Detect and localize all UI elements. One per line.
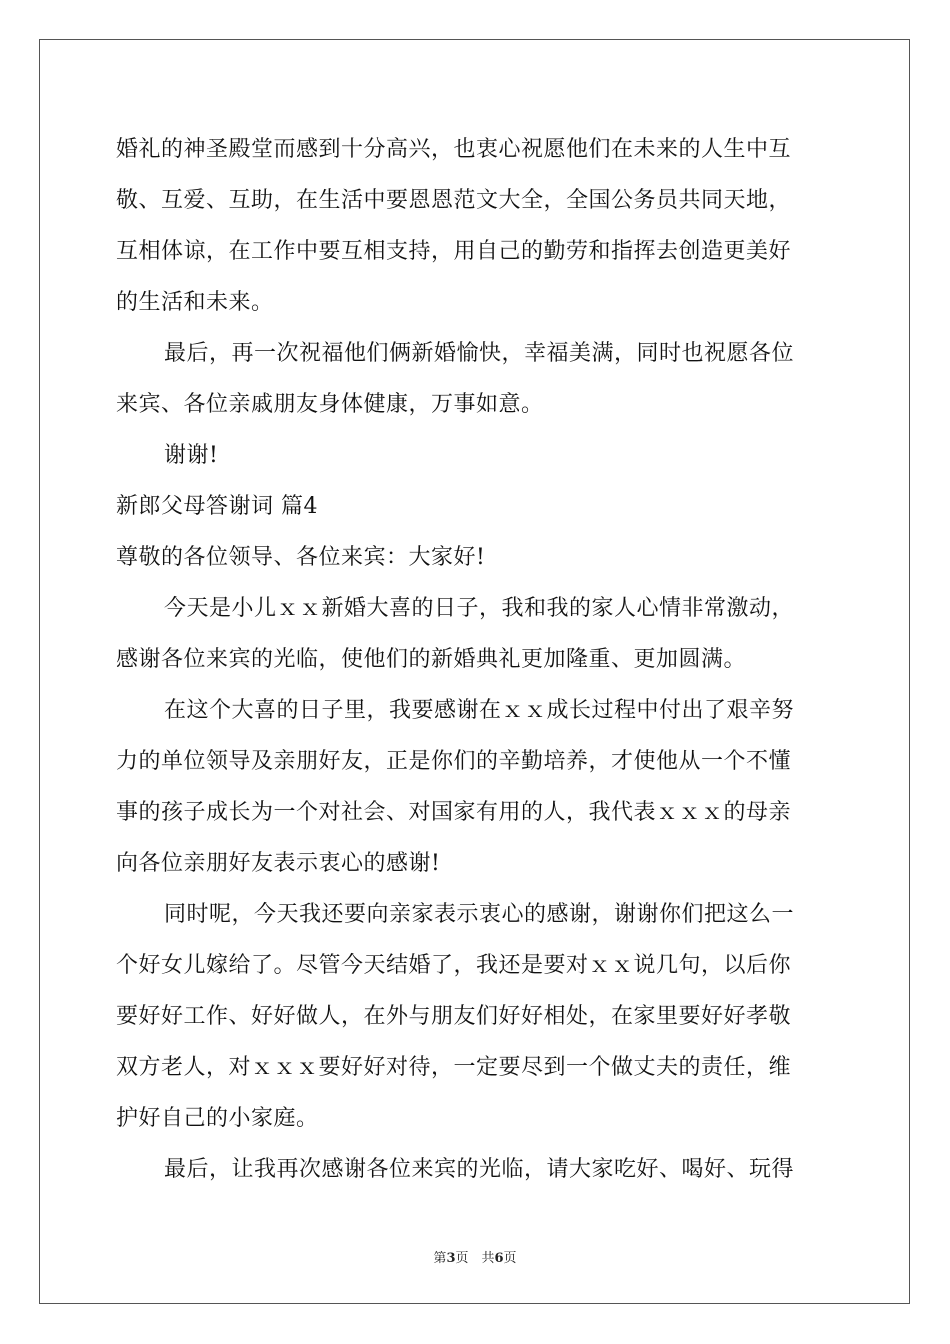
text-line: 最后，让我再次感谢各位来宾的光临，请大家吃好、喝好、玩得	[164, 1157, 795, 1182]
text-line: 尊敬的各位领导、各位来宾：大家好!	[116, 545, 486, 570]
text-line: 护好自己的小家庭。	[116, 1106, 319, 1131]
text-line: 来宾、各位亲戚朋友身体健康，万事如意。	[116, 392, 544, 417]
text-line: 在这个大喜的日子里，我要感谢在ｘｘ成长过程中付出了艰辛努	[164, 698, 795, 723]
text-line: 同时呢，今天我还要向亲家表示衷心的感谢，谢谢你们把这么一	[164, 902, 795, 927]
text-line: 新郎父母答谢词 篇4	[116, 494, 318, 519]
text-line: 个好女儿嫁给了。尽管今天结婚了，我还是要对ｘｘ说几句，以后你	[116, 953, 792, 978]
text-line: 的生活和未来。	[116, 290, 274, 315]
text-line: 敬、互爱、互助，在生活中要恩恩范文大全，全国公务员共同天地，	[116, 188, 792, 213]
current-page-number: 3	[446, 1251, 456, 1266]
text-line: 谢谢!	[164, 443, 219, 468]
total-page-count: 6	[494, 1251, 504, 1266]
text-line: 双方老人，对ｘｘｘ要好好对待，一定要尽到一个做丈夫的责任，维	[116, 1055, 792, 1080]
text-line: 事的孩子成长为一个对社会、对国家有用的人，我代表ｘｘｘ的母亲	[116, 800, 792, 825]
text-line: 婚礼的神圣殿堂而感到十分高兴，也衷心祝愿他们在未来的人生中互	[116, 137, 792, 162]
page-prefix: 第	[433, 1251, 447, 1266]
document-body	[116, 124, 836, 1195]
text-line: 向各位亲朋好友表示衷心的感谢!	[116, 851, 441, 876]
text-line: 感谢各位来宾的光临，使他们的新婚典礼更加隆重、更加圆满。	[116, 647, 747, 672]
page-suffix: 页	[503, 1251, 517, 1266]
text-line: 要好好工作、好好做人，在外与朋友们好好相处，在家里要好好孝敬	[116, 1004, 792, 1029]
page-footer	[0, 1247, 950, 1266]
text-line: 力的单位领导及亲朋好友，正是你们的辛勤培养，才使他从一个不懂	[116, 749, 792, 774]
text-line: 今天是小儿ｘｘ新婚大喜的日子，我和我的家人心情非常激动，	[164, 596, 795, 621]
text-line: 最后，再一次祝福他们俩新婚愉快，幸福美满，同时也祝愿各位	[164, 341, 795, 366]
page-mid: 页 共	[455, 1251, 495, 1266]
text-line: 互相体谅，在工作中要互相支持，用自己的勤劳和指挥去创造更美好	[116, 239, 792, 264]
